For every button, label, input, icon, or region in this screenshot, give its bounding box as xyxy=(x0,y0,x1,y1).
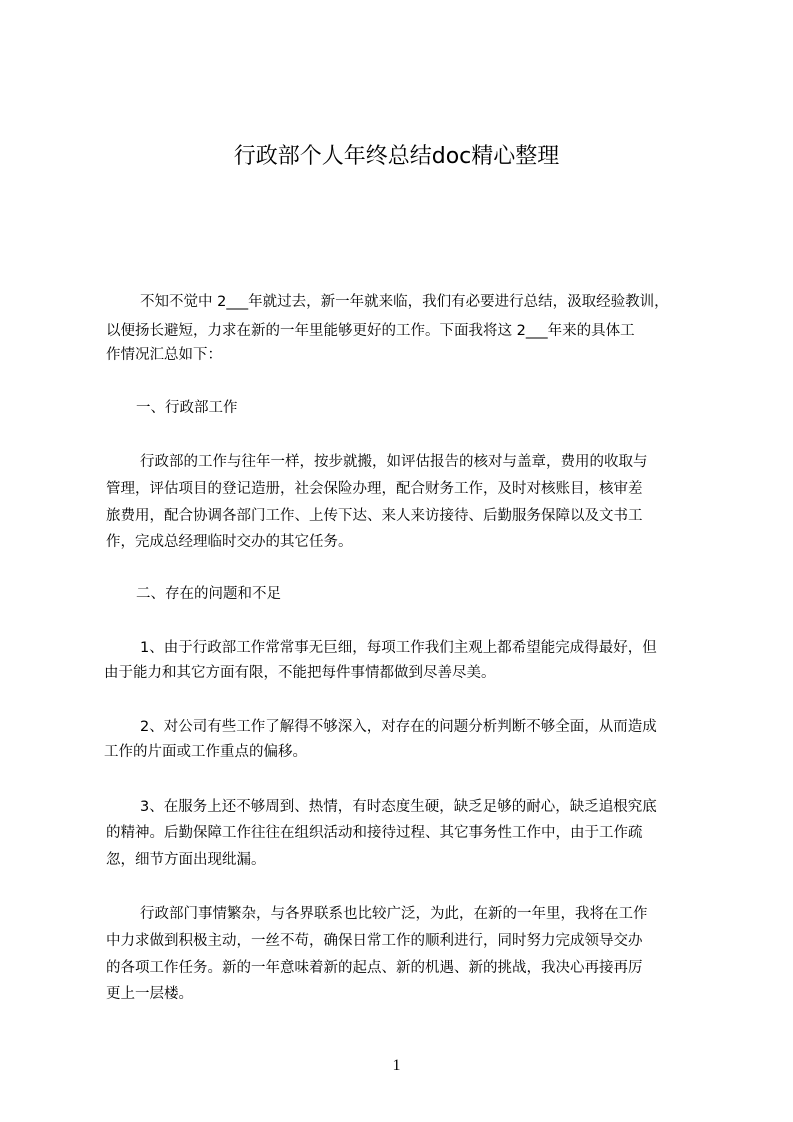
paragraph-2-line-1: 行政部的工作与往年一样，按步就搬，如评估报告的核对与盖章，费用的收取与 xyxy=(140,454,648,470)
paragraph-6-line-1: 行政部门事情繁杂，与各界联系也比较广泛，为此，在新的一年里，我将在工作 xyxy=(140,906,648,922)
paragraph-1-line-3: 作情况汇总如下： xyxy=(106,347,222,363)
paragraph-5-line-3: 忽，细节方面出现纰漏。 xyxy=(106,852,266,868)
paragraph-6-line-4: 更上一层楼。 xyxy=(106,986,193,1002)
paragraph-5-line-2: 的精神。后勤保障工作往往在组织活动和接待过程、其它事务性工作中，由于工作疏 xyxy=(106,825,643,841)
paragraph-6-line-2: 中力求做到积极主动，一丝不苟，确保日常工作的顺利进行，同时努力完成领导交办 xyxy=(106,933,643,949)
document-title: 行政部个人年终总结doc精心整理 xyxy=(233,144,560,169)
paragraph-2-line-2: 管理，评估项目的登记造册，社会保险办理，配合财务工作，及时对核账目，核审差 xyxy=(106,481,643,497)
paragraph-4-line-1: 2、对公司有些工作了解得不够深入，对存在的问题分析判断不够全面，从而造成 xyxy=(140,719,657,735)
paragraph-2-line-4: 作，完成总经理临时交办的其它任务。 xyxy=(106,534,353,550)
paragraph-6-line-3: 的各项工作任务。新的一年意味着新的起点、新的机遇、新的挑战，我决心再接再厉 xyxy=(106,960,643,976)
paragraph-5-line-1: 3、在服务上还不够周到、热情，有时态度生硬，缺乏足够的耐心，缺乏追根究底 xyxy=(140,799,657,815)
page-number: 1 xyxy=(392,1057,401,1074)
paragraph-3-line-2: 由于能力和其它方面有限，不能把每件事情都做到尽善尽美。 xyxy=(104,665,496,681)
paragraph-3-line-1: 1、由于行政部工作常常事无巨细，每项工作我们主观上都希望能完成得最好，但 xyxy=(140,640,657,656)
paragraph-1-line-2: 以便扬长避短，力求在新的一年里能够更好的工作。下面我将这 2___年来的具体工 xyxy=(106,323,635,339)
paragraph-1-line-1: 不知不觉中 2___年就过去，新一年就来临，我们有必要进行总结，汲取经验教训， xyxy=(140,294,669,310)
paragraph-4-line-2: 工作的片面或工作重点的偏移。 xyxy=(104,744,307,760)
paragraph-2-line-3: 旅费用，配合协调各部门工作、上传下达、来人来访接待、后勤服务保障以及文书工 xyxy=(106,508,643,524)
section-heading-2: 二、存在的问题和不足 xyxy=(136,586,281,602)
section-heading-1: 一、行政部工作 xyxy=(136,400,238,416)
